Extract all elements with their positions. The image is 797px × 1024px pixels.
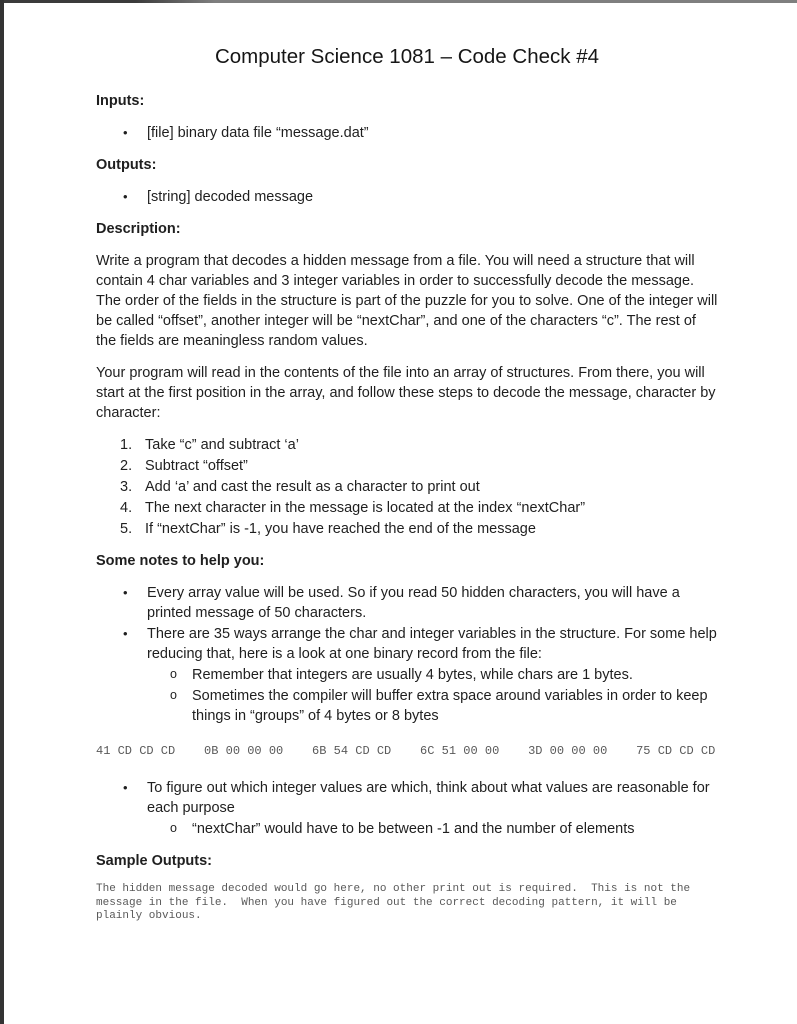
outputs-heading: Outputs: [96,157,157,173]
step-text: Subtract “offset” [145,458,248,474]
step-text: If “nextChar” is -1, you have reached the end of the message [145,521,536,537]
note-item-3-sub-1 [96,819,718,839]
step-item-1 [96,435,718,455]
outputs-list [96,187,718,207]
step-item-4 [96,498,718,518]
note-item-2-sub-1 [96,665,718,685]
page-top-edge [0,0,797,3]
description-paragraph-1: Write a program that decodes a hidden message from a file. You will need a structure that will contain 4 char variables and 3 integer variables in order to successfully decode the message. The order of the fields in the structure is part of the puzzle for you to solve. One of the integer will be called “offset”, another integer will be “nextChar”, and one of the characters “c”. The rest of the fields are meaningless random values. [96,253,718,349]
note-item-1 [96,583,718,623]
decode-steps-list [96,435,718,539]
step-number: 1. [120,437,133,453]
note-sub-text: Remember that integers are usually 4 bytes, while chars are 1 bytes. [192,667,633,683]
notes-list-continued [96,778,718,839]
sample-outputs-text: The hidden message decoded would go here, no other print out is required. This is not the message in the file. When you have figured out the correct decoding pattern, it will be plainly obvious. [96,883,697,922]
note-item-3 [96,778,718,818]
step-number: 3. [120,479,133,495]
step-text: The next character in the message is located at the index “nextChar” [145,500,586,516]
bullet-icon: • [123,189,128,204]
step-text: Add ‘a’ and cast the result as a character to print out [145,479,480,495]
bullet-icon: • [123,125,128,140]
description-heading: Description: [96,221,181,237]
notes-heading: Some notes to help you: [96,553,265,569]
document-title: Computer Science 1081 – Code Check #4 [214,45,600,68]
note-text: To figure out which integer values are which, think about what values are reasonable for each purpose [147,780,710,816]
list-item-outputs-string [96,187,718,207]
document-content [96,43,718,924]
sample-outputs-heading: Sample Outputs: [96,853,213,869]
note-sub-text: Sometimes the compiler will buffer extra space around variables in order to keep things in “groups” of 4 bytes or 8 bytes [192,688,708,724]
step-number: 4. [120,500,133,516]
bullet-icon: • [123,626,128,641]
list-item-inputs-file [96,123,718,143]
note-sub-text: “nextChar” would have to be between -1 and the number of elements [192,821,635,837]
step-item-2 [96,456,718,476]
outputs-item-text: [string] decoded message [147,189,314,205]
inputs-item-text: [file] binary data file “message.dat” [147,125,369,141]
inputs-heading: Inputs: [96,93,145,109]
circle-bullet-icon: o [170,821,177,835]
step-number: 5. [120,521,133,537]
circle-bullet-icon: o [170,667,177,681]
step-number: 2. [120,458,133,474]
note-item-2 [96,624,718,664]
hex-record-line: 41 CD CD CD 0B 00 00 00 6B 54 CD CD 6C 51 00 00 3D 00 00 00 75 CD CD CD [96,744,716,758]
step-item-3 [96,477,718,497]
note-text: Every array value will be used. So if you read 50 hidden characters, you will have a printed message of 50 characters. [147,585,680,621]
page-left-edge [0,0,4,1024]
notes-list [96,583,718,726]
description-paragraph-2: Your program will read in the contents of the file into an array of structures. From there, you will start at the first position in the array, and follow these steps to decode the message, character by character: [96,365,716,421]
step-text: Take “c” and subtract ‘a’ [145,437,299,453]
note-item-2-sub-2 [96,686,718,726]
step-item-5 [96,519,718,539]
note-text: There are 35 ways arrange the char and integer variables in the structure. For some help reducing that, here is a look at one binary record from the file: [147,626,717,662]
bullet-icon: • [123,780,128,795]
circle-bullet-icon: o [170,688,177,702]
inputs-list [96,123,718,143]
bullet-icon: • [123,585,128,600]
